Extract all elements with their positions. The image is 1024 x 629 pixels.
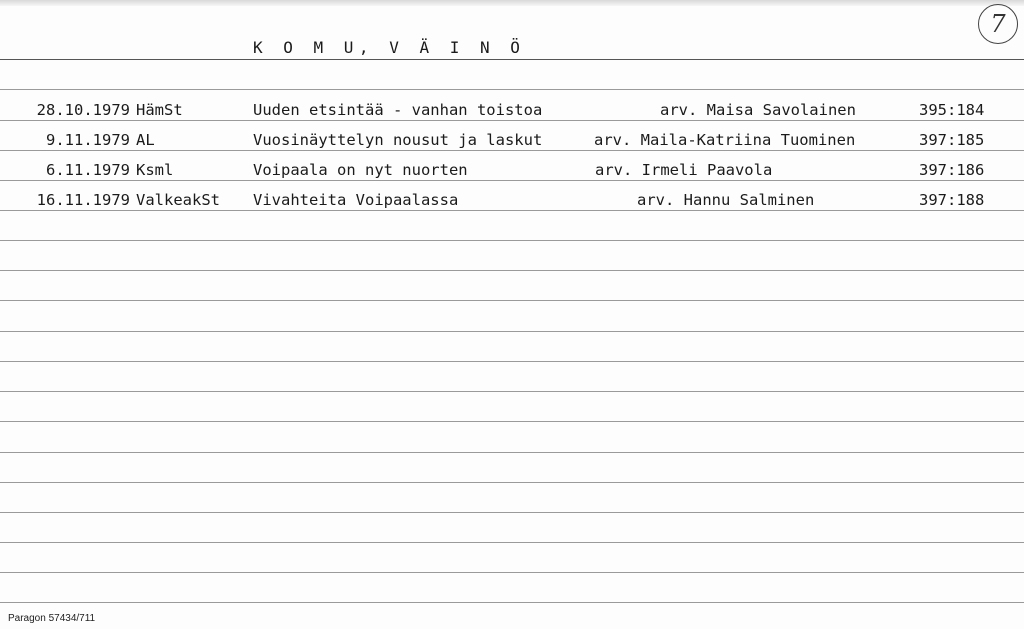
entry-reviewer: arv. Maisa Savolainen xyxy=(660,101,856,119)
entry-ref: 397:185 xyxy=(919,131,985,149)
entry-ref: 397:188 xyxy=(919,191,985,209)
entry-date: 9.11.1979 xyxy=(46,131,130,149)
entry-title: Vuosinäyttelyn nousut ja laskut xyxy=(253,131,543,149)
ruled-line xyxy=(0,331,1024,332)
ruled-line xyxy=(0,452,1024,453)
ruled-line xyxy=(0,421,1024,422)
entry-row xyxy=(0,191,1024,213)
ruled-line xyxy=(0,300,1024,301)
entry-paper: ValkeakSt xyxy=(136,191,220,209)
entry-reviewer: arv. Hannu Salminen xyxy=(637,191,815,209)
ruled-line xyxy=(0,512,1024,513)
card-heading: K O M U, V Ä I N Ö xyxy=(253,38,526,57)
entry-date: 6.11.1979 xyxy=(46,161,130,179)
ruled-line xyxy=(0,572,1024,573)
entry-date: 28.10.1979 xyxy=(36,101,130,119)
entry-paper: HämSt xyxy=(136,101,183,119)
ruled-line xyxy=(0,542,1024,543)
entry-date: 16.11.1979 xyxy=(36,191,130,209)
card-number-circle: 7 xyxy=(978,4,1018,44)
entry-ref: 395:184 xyxy=(919,101,985,119)
card-top-edge xyxy=(0,0,1024,6)
ruled-line xyxy=(0,89,1024,90)
entry-paper: Ksml xyxy=(136,161,174,179)
entry-ref: 397:186 xyxy=(919,161,985,179)
entry-title: Vivahteita Voipaalassa xyxy=(253,191,459,209)
entry-paper: AL xyxy=(136,131,155,149)
entry-reviewer: arv. Irmeli Paavola xyxy=(595,161,773,179)
ruled-line xyxy=(0,482,1024,483)
ruled-line xyxy=(0,602,1024,603)
entry-row xyxy=(0,131,1024,153)
heading-rule xyxy=(0,59,1024,60)
ruled-line xyxy=(0,270,1024,271)
ruled-line xyxy=(0,391,1024,392)
entry-row xyxy=(0,101,1024,123)
entry-title: Uuden etsintää - vanhan toistoa xyxy=(253,101,543,119)
ruled-line xyxy=(0,240,1024,241)
entry-reviewer: arv. Maila-Katriina Tuominen xyxy=(594,131,856,149)
print-code: Paragon 57434/711 xyxy=(8,613,96,624)
entry-row xyxy=(0,161,1024,183)
entry-title: Voipaala on nyt nuorten xyxy=(253,161,468,179)
ruled-line xyxy=(0,361,1024,362)
